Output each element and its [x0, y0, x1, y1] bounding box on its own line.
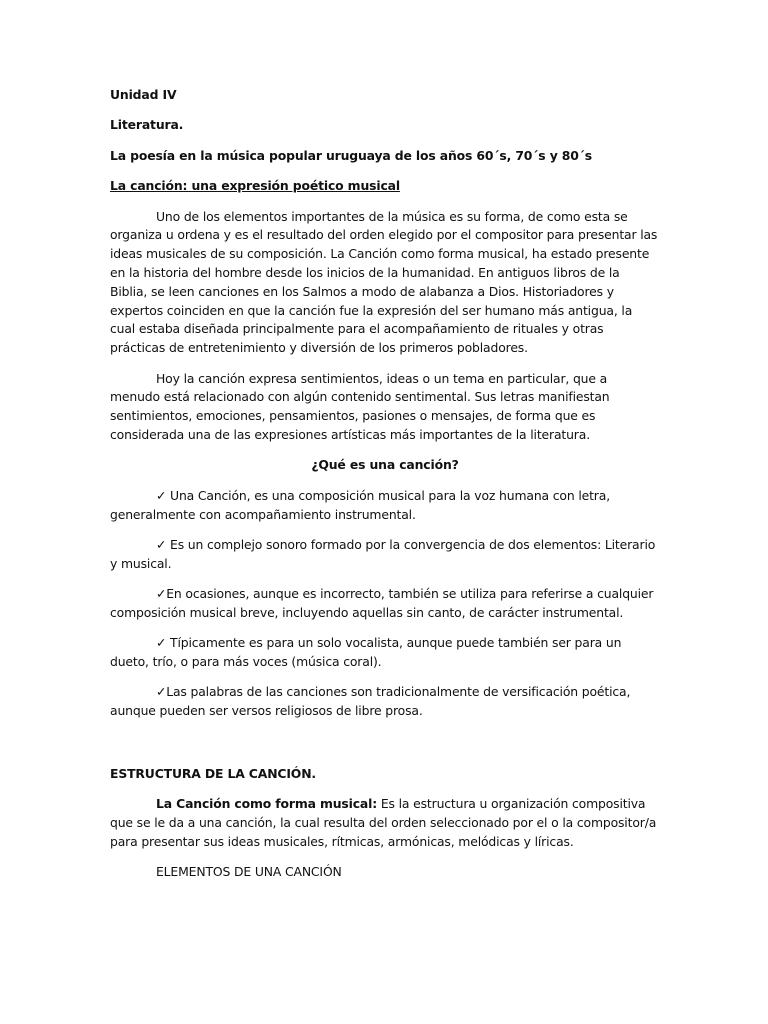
intro-paragraph-2: Hoy la canción expresa sentimientos, ideas o un tema en particular, que a menudo está relacionado con algún contenido sentimental. Sus letras manifiestan sentimientos, emociones, pensamientos, pasiones o mensajes, de forma que es considerada una de las expresiones artísticas más importantes de la literatura.: [110, 370, 610, 442]
unit-heading: Unidad IV: [110, 87, 177, 102]
document-body: [110, 86, 660, 893]
checklist-item: ✓ Es un complejo sonoro formado por la convergencia de dos elementos: Literario y musical.: [110, 536, 656, 571]
section-title: La canción: una expresión poético musical: [110, 178, 400, 194]
structure-paragraph: [110, 795, 660, 851]
intro-paragraph-1: Uno de los elementos importantes de la música es su forma, de como esta se organiza u ordena y es el resultado del orden elegido por el compositor para presentar las ideas musicales de su composición. La Canción como forma musical, ha estado presente en la historia del hombre desde los inicios de la humanidad. En antiguos libros de la Biblia, se leen canciones en los Salmos a modo de alabanza a Dios. Historiadores y expertos coinciden en que la canción fue la expresión del ser humano más antigua, la cual estaba diseñada principalmente para el acompañamiento de rituales y otras prácticas de entretenimiento y diversión de los primeros pobladores.: [110, 208, 658, 356]
blank-line: [110, 733, 660, 765]
checklist-item: ✓En ocasiones, aunque es incorrecto, también se utiliza para referirse a cualquier composición musical breve, incluyendo aquellas sin canto, de carácter instrumental.: [110, 586, 654, 620]
checklist-item: ✓ Una Canción, es una composición musical para la voz humana con letra, generalmente con acompañamiento instrumental.: [110, 487, 610, 522]
checklist-item: ✓ Típicamente es para un solo vocalista, aunque puede también ser para un dueto, trío, o para más voces (música coral).: [110, 635, 622, 670]
main-title: La poesía en la música popular uruguaya de los años 60´s, 70´s y 80´s: [110, 147, 593, 163]
structure-heading: ESTRUCTURA DE LA CANCIÓN.: [110, 765, 316, 781]
structure-text: Es la estructura u organización compositiva que se le da a una canción, la cual resulta del orden seleccionado por el o la compositor/a para presentar sus ideas musicales, rítmicas, armónicas, melódicas y líricas.: [110, 796, 657, 849]
question-heading: ¿Qué es una canción?: [311, 457, 459, 473]
checklist-item: ✓Las palabras de las canciones son tradicionalmente de versificación poética, aunque pueden ser versos religiosos de libre prosa.: [110, 684, 631, 719]
structure-lead: La Canción como forma musical:: [156, 796, 378, 812]
subject-heading: Literatura.: [110, 117, 184, 133]
elements-heading: ELEMENTOS DE UNA CANCIÓN: [156, 864, 342, 880]
